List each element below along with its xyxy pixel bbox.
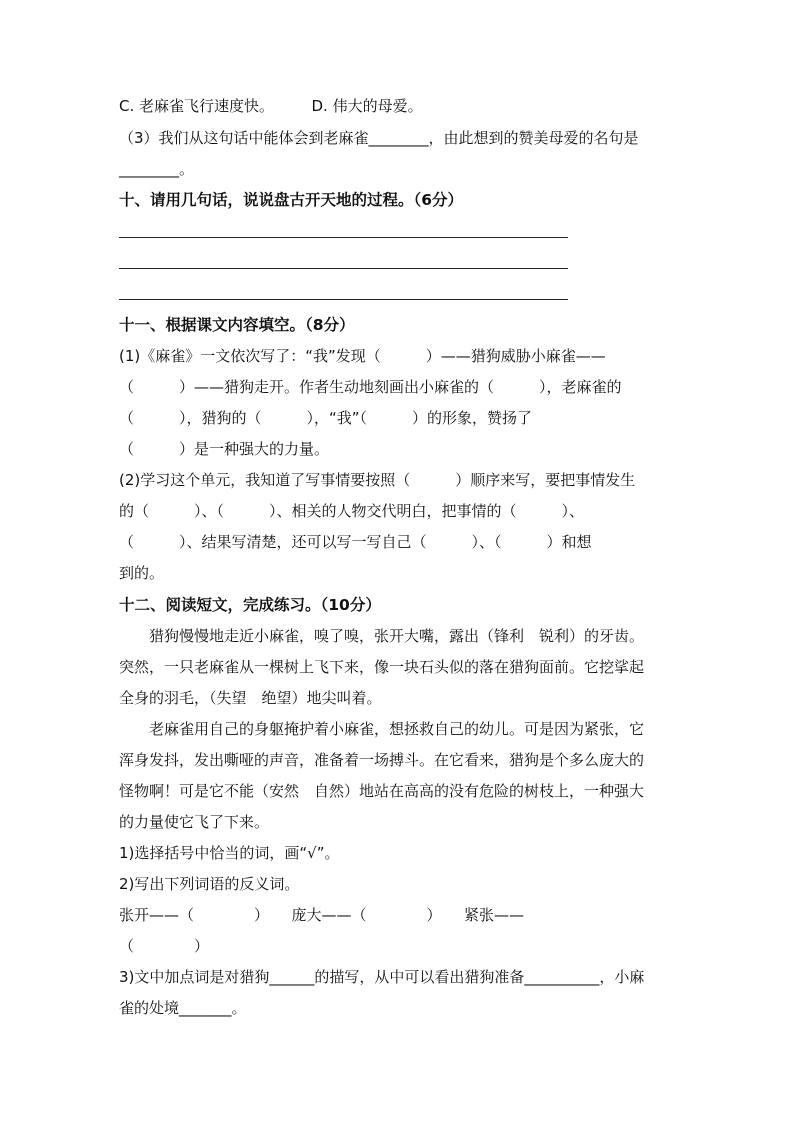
exercise-2: 2)写出下列词语的反义词。 [119, 875, 300, 893]
passage-line-7: 的力量使它飞了下来。 [119, 813, 270, 831]
section-12-heading: 十二、阅读短文，完成练习。（10分） [119, 596, 381, 614]
passage-line-4: 老麻雀用自己的身躯掩护着小麻雀，想拯救自己的幼儿。可是因为紧张，它 [119, 720, 645, 738]
fill-2-line-4: 到的。 [119, 564, 165, 582]
passage-line-3: 全身的羽毛，（失望 绝望）地尖叫着。 [119, 689, 382, 707]
passage-line-1: 猎狗慢慢地走近小麻雀，嗅了嗅，张开大嘴，露出（锋利 锐利）的牙齿。 [119, 627, 645, 645]
fill-2-line-3: （ ）、结果写清楚，还可以写一写自己（ ）、（ ）和想 [119, 533, 592, 551]
fill-2-line-2: 的（ ）、（ ）、相关的人物交代明白，把事情的（ ）、 [119, 502, 585, 520]
question-3-cont: ________。 [119, 160, 195, 178]
passage-line-5: 浑身发抖，发出嘶哑的声音，准备着一场搏斗。在它看来，猎狗是个多么庞大的 [119, 751, 645, 769]
exercise-3-cont: 雀的处境_______。 [119, 999, 247, 1017]
fill-1-line-4: （ ）是一种强大的力量。 [119, 440, 330, 458]
antonym-line-1: 张开——（ ） 庞大——（ ） 紧张—— [119, 906, 525, 924]
section-11-heading: 十一、根据课文内容填空。（8分） [119, 316, 355, 334]
antonym-line-2: （ ） [119, 937, 210, 955]
answer-line-2 [119, 268, 568, 269]
option-c-d: C. 老麻雀飞行速度快。 D. 伟大的母爱。 [119, 97, 423, 115]
fill-1-line-3: （ ），猎狗的（ ），“我”（ ）的形象，赞扬了 [119, 409, 533, 427]
fill-1-line-2: （ ）——猎狗走开。作者生动地刻画出小麻雀的（ ），老麻雀的 [119, 378, 622, 396]
passage-line-2: 突然，一只老麻雀从一棵树上飞下来，像一块石头似的落在猎狗面前。它挖挲起 [119, 658, 645, 676]
exercise-1: 1)选择括号中恰当的词，画“√”。 [119, 844, 340, 862]
exercise-3: 3)文中加点词是对猎狗______的描写，从中可以看出猎狗准备__________，小麻 [119, 968, 645, 986]
fill-2-line-1: (2)学习这个单元，我知道了写事情要按照（ ）顺序来写，要把事情发生 [119, 471, 636, 489]
answer-line-3 [119, 299, 568, 300]
question-3: （3）我们从这句话中能体会到老麻雀________，由此想到的赞美母爱的名句是 [119, 129, 639, 147]
fill-1-line-1: (1)《麻雀》一文依次写了：“我”发现（ ）——猎狗威胁小麻雀—— [119, 347, 606, 365]
section-10-heading: 十、请用几句话，说说盘古开天地的过程。（6分） [119, 191, 464, 209]
passage-line-6: 怪物啊！可是它不能（安然 自然）地站在高高的没有危险的树枝上，一种强大 [119, 782, 645, 800]
answer-line-1 [119, 237, 568, 238]
